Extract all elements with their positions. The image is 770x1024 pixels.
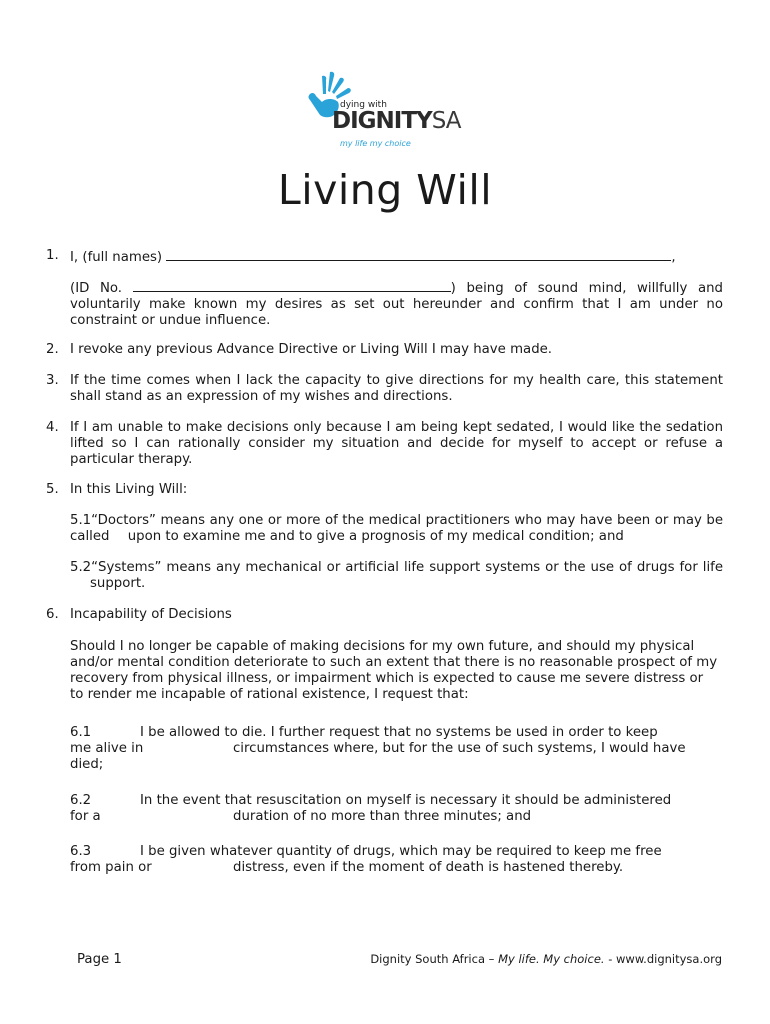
logo-tagline: my life my choice [340,139,411,148]
item-6-1-text-d: died; [70,757,104,772]
item-number: 4. [46,420,59,435]
item-5-1-text-a: 5.1“Doctors” means any one or more of the medical practitioners who may have been or may be called [70,513,723,544]
item-6-3 [70,844,730,876]
logo-small-text: dying with [340,100,387,110]
footer-website: - www.dignitysa.org [608,952,722,966]
item-5-1-text-b: upon to examine me and to give a prognosis of my medical condition; and [127,529,624,544]
item-6-3-text-a: I be given whatever quantity of drugs, which may be required to keep me free [140,844,662,859]
item-number: 5. [46,482,59,497]
item-5-2 [70,560,723,592]
page-title: Living Will [277,166,493,214]
id-paragraph-text: ) being of sound mind, willfully and voluntarily make known my desires as set out hereunder and confirm that I am under no constraint or undue influence. [70,281,723,328]
logo-brand [332,108,460,134]
item-number: 3. [46,373,59,388]
full-names-comma: , [671,250,676,265]
item-number: 2. [46,342,59,357]
item-2-text: I revoke any previous Advance Directive or Living Will I may have made. [70,342,553,357]
item-5-2-text-b: support. [90,576,146,591]
item-6-1-number: 6.1 [70,725,92,740]
item-6-2-text-c: duration of no more than three minutes; and [233,809,532,824]
item-6-1 [70,725,730,773]
id-paragraph [70,279,723,329]
item-4-text: If I am unable to make decisions only because I am being kept sedated, I would like the sedation lifted so I can rationally consider my situation and decide for myself to accept or refuse a particular therapy. [70,420,723,467]
item-6-3-text-b: from pain or [70,860,152,875]
item-5-1 [70,513,723,545]
footer-org: Dignity South Africa – [370,952,495,966]
item-6-1-text-b: me alive in [70,741,144,756]
id-number-field[interactable] [133,279,451,292]
item-number: 6. [46,607,59,622]
item-6-1-text-c: circumstances where, but for the use of such systems, I would have [233,741,686,756]
item-5-2-text-a: 5.2“Systems” means any mechanical or artificial life support systems or the use of drugs for life [70,560,723,575]
item-6-2-text-b: for a [70,809,101,824]
full-names-field[interactable] [166,248,671,261]
logo-brand-suffix: SA [431,108,461,134]
footer-credit [370,952,722,966]
item-5-heading: In this Living Will: [70,482,188,497]
logo-brand-main: DIGNITY [332,108,432,134]
item-6-heading: Incapability of Decisions [70,607,232,622]
logo [300,66,470,156]
item-6-1-text-a: I be allowed to die. I further request that no systems be used in order to keep [140,725,658,740]
item-3-text: If the time comes when I lack the capacity to give directions for my health care, this statement shall stand as an expression of my wishes and directions. [70,373,723,404]
item-6-2-text-a: In the event that resuscitation on myself is necessary it should be administered [140,793,672,808]
item-number: 1. [46,248,59,263]
id-label: (ID No. [70,281,123,296]
item-6-paragraph: Should I no longer be capable of making decisions for my own future, and should my physical and/or mental condition deteriorate to such an extent that there is no reasonable prospect of my recovery from physical illness, or impairment which is expected to cause me severe distress or to render me incapable of rational existence, I request that: [70,639,718,702]
page-number: Page 1 [77,952,122,967]
item-6-2-number: 6.2 [70,793,92,808]
full-names-line [70,248,730,266]
item-6-3-text-c: distress, even if the moment of death is hastened thereby. [233,860,624,875]
footer-slogan: My life. My choice. [498,952,605,966]
item-6-2 [70,793,730,825]
full-names-label: I, (full names) [70,250,163,265]
item-6-3-number: 6.3 [70,844,92,859]
